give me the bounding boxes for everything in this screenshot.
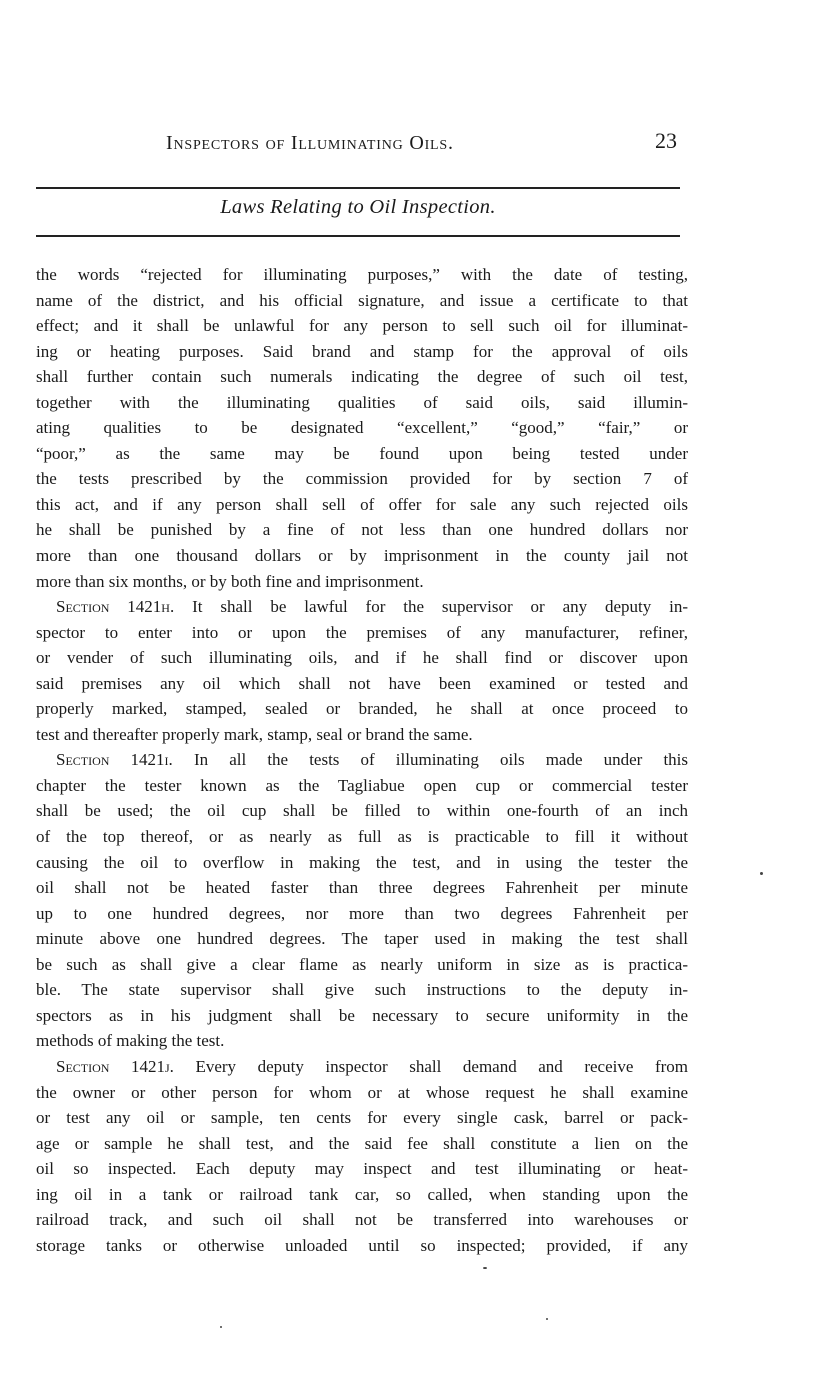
section-subtitle: Laws Relating to Oil Inspection. xyxy=(220,196,496,218)
text-line: properly marked, stamped, sealed or branded, he shall at once proceed to xyxy=(36,699,688,719)
section-1421j-first-line xyxy=(36,1054,688,1080)
text-line: he shall be punished by a fine of not less than one hundred dollars nor xyxy=(36,520,688,540)
text-line: more than six months, or by both fine and imprisonment. xyxy=(36,571,424,591)
text-line: shall further contain such numerals indicating the degree of such oil test, xyxy=(36,367,688,387)
text-line: the tests prescribed by the commission provided for by section 7 of xyxy=(36,469,688,489)
text-line: test and thereafter properly mark, stamp, seal or brand the same. xyxy=(36,724,473,744)
header-rule-top xyxy=(36,187,680,189)
text-line: name of the district, and his official signature, and issue a certificate to that xyxy=(36,290,688,310)
section-1421i-first-line xyxy=(36,747,688,773)
running-title: Inspectors of Illuminating Oils. xyxy=(166,132,454,154)
text-line: said premises any oil which shall not have been examined or tested and xyxy=(36,673,688,693)
text-line: together with the illuminating qualities of said oils, said illumin- xyxy=(36,392,688,412)
text-line: ing or heating purposes. Said brand and stamp for the approval of oils xyxy=(36,341,688,361)
print-speck xyxy=(220,1326,222,1328)
text-line: oil so inspected. Each deputy may inspect and test illuminating or heat- xyxy=(36,1159,688,1179)
text-line: It shall be lawful for the supervisor or any deputy in- xyxy=(192,597,688,617)
page-number: 23 xyxy=(655,128,677,153)
text-line: effect; and it shall be unlawful for any person to sell such oil for illuminat- xyxy=(36,316,688,336)
text-line: causing the oil to overflow in making the test, and in using the tester the xyxy=(36,852,688,872)
print-speck xyxy=(546,1318,548,1320)
text-line: minute above one hundred degrees. The taper used in making the test shall xyxy=(36,929,688,949)
section-label: Section 1421j. xyxy=(56,1056,174,1076)
text-line: this act, and if any person shall sell of offer for sale any such rejected oils xyxy=(36,494,688,514)
text-line: spector to enter into or upon the premises of any manufacturer, refiner, xyxy=(36,622,688,642)
header-rule-bottom xyxy=(36,235,680,237)
print-speck xyxy=(760,872,763,875)
text-line: chapter the tester known as the Tagliabue open cup or commercial tester xyxy=(36,775,688,795)
text-line: ble. The state supervisor shall give such instructions to the deputy in- xyxy=(36,980,688,1000)
section-1421h-first-line xyxy=(36,594,688,620)
section-label: Section 1421h. xyxy=(56,597,175,617)
text-line: spectors as in his judgment shall be necessary to secure uniformity in the xyxy=(36,1005,688,1025)
text-line: railroad track, and such oil shall not be transferred into warehouses or xyxy=(36,1210,688,1230)
print-speck xyxy=(483,1267,487,1269)
text-line: ating qualities to be designated “excellent,” “good,” “fair,” or xyxy=(36,418,688,438)
text-line: Every deputy inspector shall demand and receive from xyxy=(195,1056,688,1076)
text-line: the owner or other person for whom or at whose request he shall examine xyxy=(36,1082,688,1102)
body-text xyxy=(36,262,688,1258)
text-line: or test any oil or sample, ten cents for every single cask, barrel or pack- xyxy=(36,1108,688,1128)
text-line: “poor,” as the same may be found upon being tested under xyxy=(36,443,688,463)
text-line: storage tanks or otherwise unloaded until so inspected; provided, if any xyxy=(36,1235,688,1255)
text-line: the words “rejected for illuminating purposes,” with the date of testing, xyxy=(36,265,688,284)
section-label: Section 1421i. xyxy=(56,750,173,770)
text-line: more than one thousand dollars or by imprisonment in the county jail not xyxy=(36,546,688,566)
text-line: ing oil in a tank or railroad tank car, so called, when standing upon the xyxy=(36,1184,688,1204)
text-line: be such as shall give a clear flame as nearly uniform in size as is practica- xyxy=(36,954,688,974)
text-line: shall be used; the oil cup shall be filled to within one-fourth of an inch xyxy=(36,801,688,821)
text-line: oil shall not be heated faster than three degrees Fahrenheit per minute xyxy=(36,878,688,898)
text-line: In all the tests of illuminating oils made under this xyxy=(193,750,689,770)
text-line: of the top thereof, or as nearly as full as is practicable to fill it without xyxy=(36,827,688,847)
text-line: up to one hundred degrees, nor more than two degrees Fahrenheit per xyxy=(36,903,688,923)
text-line: age or sample he shall test, and the said fee shall constitute a lien on the xyxy=(36,1133,688,1153)
running-head xyxy=(36,128,679,162)
text-line: methods of making the test. xyxy=(36,1031,225,1051)
text-line: or vender of such illuminating oils, and if he shall find or discover upon xyxy=(36,648,688,668)
